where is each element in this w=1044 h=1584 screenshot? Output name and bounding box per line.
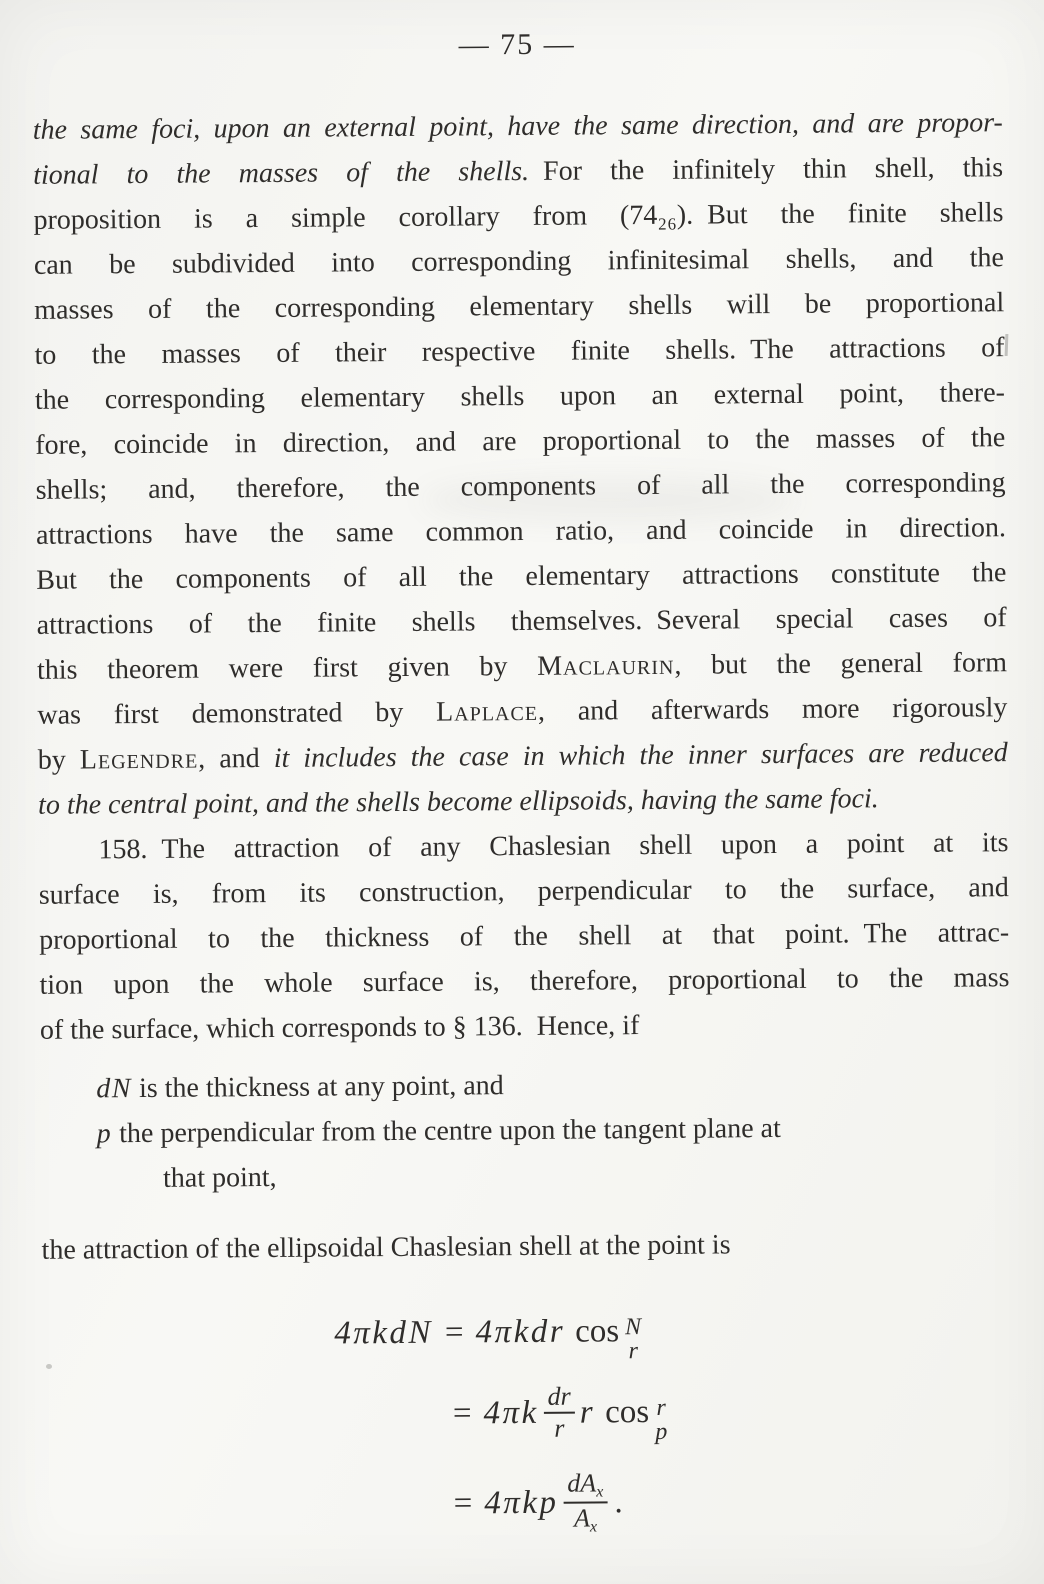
text-segment: fore, coincide in direction, and are proportional to the masses of the — [35, 422, 1006, 461]
text-line — [40, 1000, 1010, 1053]
text-segment: dN — [96, 1073, 133, 1105]
cosine-function: cos — [574, 1312, 620, 1350]
text-line — [37, 595, 1007, 648]
italic-text: to the central point, and the shells become ellipsoids, having the same foci. — [37, 783, 879, 821]
text-line — [38, 775, 1008, 828]
text-line — [37, 685, 1007, 738]
text-line — [35, 370, 1005, 423]
equation-line-2 — [43, 1365, 1014, 1461]
denominator-main: A — [573, 1503, 591, 1533]
fraction-denominator: r — [554, 1413, 565, 1443]
text-segment: was first demonstrated by — [37, 696, 437, 731]
text-segment: the attraction of the ellipsoidal Chaslesian shell at the point is — [41, 1229, 731, 1266]
stack-bottom: p — [655, 1418, 668, 1445]
equation-term: 4πkp — [484, 1484, 559, 1521]
text-segment: But the components of all the elementary attractions constitute the — [36, 557, 1007, 596]
text-line — [40, 1059, 1010, 1112]
page-content — [32, 24, 1014, 1553]
section-158-paragraph — [38, 820, 1010, 1053]
text-segment: surface is, from its construction, perpendicular to the surface, and — [38, 872, 1009, 911]
text-segment: of the surface, which corresponds to § 136. Hence, if — [39, 1010, 640, 1046]
paragraph-continuation — [33, 100, 1009, 828]
text-segment: p — [96, 1118, 113, 1150]
text-line — [39, 955, 1009, 1008]
fraction-numerator — [563, 1468, 607, 1504]
italic-text: tional to the masses of the shells. — [33, 155, 530, 191]
text-line — [35, 460, 1005, 513]
equation-lhs: 4πkdN — [334, 1314, 434, 1351]
text-segment: For the infinitely thin shell, this — [528, 152, 1004, 187]
text-line — [34, 235, 1004, 288]
text-line — [34, 325, 1004, 378]
text-segment: proposition is a simple corollary from (74₂₆). But the finite shells — [33, 197, 1004, 236]
equation-term: r — [579, 1393, 596, 1431]
text-line — [41, 1149, 1011, 1202]
equation-line-3 — [43, 1453, 1014, 1553]
text-line — [36, 505, 1006, 558]
equation-line-1 — [42, 1291, 1013, 1373]
person-name: Laplace — [435, 695, 539, 728]
angle-stack — [625, 1315, 641, 1364]
text-segment: can be subdivided into corresponding infinitesimal shells, and the — [33, 242, 1004, 281]
text-segment: , and — [198, 742, 274, 775]
text-segment: , but the general form — [674, 647, 1008, 681]
text-line — [34, 280, 1004, 333]
text-segment: is the thickness at any point, and — [131, 1070, 504, 1105]
text-line — [38, 730, 1008, 783]
text-line — [33, 145, 1003, 198]
angle-stack — [655, 1395, 667, 1444]
text-segment: attractions have the same common ratio, and coincide in direction. — [35, 512, 1007, 551]
text-line — [38, 820, 1008, 873]
fraction-denominator — [570, 1503, 601, 1537]
equals-sign: = — [444, 1313, 464, 1351]
text-segment: , and afterwards more rigorously — [537, 692, 1008, 727]
text-segment: by — [37, 744, 80, 776]
text-segment: that point, — [162, 1161, 277, 1194]
text-segment: this theorem were first given by — [36, 650, 538, 686]
equation-term: 4πkdr — [475, 1313, 566, 1350]
fraction — [563, 1468, 608, 1537]
text-segment: 158. The attraction of any Chaslesian shell upon a point at its — [98, 827, 1009, 866]
stack-top: r — [656, 1394, 666, 1421]
equals-sign: = — [453, 1484, 473, 1522]
text-segment: masses of the corresponding elementary shells will be proportional — [34, 287, 1005, 326]
numerator-main: dA — [567, 1468, 597, 1498]
stack-bottom: r — [628, 1338, 639, 1365]
fraction — [543, 1382, 575, 1444]
person-name: Legendre — [79, 743, 199, 776]
denominator-subscript: x — [589, 1518, 598, 1536]
text-line — [41, 1104, 1011, 1157]
stack-top: N — [624, 1313, 642, 1340]
text-line — [41, 1220, 1011, 1273]
text-line — [37, 640, 1007, 693]
text-segment: the perpendicular from the centre upon the tangent plane at — [112, 1112, 781, 1150]
cosine-function: cos — [605, 1393, 650, 1430]
text-segment: the corresponding elementary shells upon an external point, there- — [34, 377, 1006, 416]
page-number-header: — 75 — — [458, 27, 576, 62]
numerator-subscript: x — [596, 1483, 604, 1501]
person-name: Maclaurin — [537, 649, 675, 682]
text-line — [39, 865, 1009, 918]
fraction-numerator: dr — [543, 1382, 574, 1414]
text-line — [33, 100, 1003, 153]
text-line — [35, 415, 1005, 468]
definition-list — [40, 1059, 1011, 1202]
text-segment: shells; and, therefore, the components of all the corresponding — [35, 467, 1006, 506]
text-segment: tion upon the whole surface is, therefore, proportional to the mass — [39, 962, 1010, 1001]
italic-text: it includes the case in which the inner surfaces are reduced — [273, 737, 1008, 774]
text-segment: attractions of the finite shells themselves. Several special cases of — [36, 602, 1007, 641]
equals-sign: = — [452, 1394, 472, 1432]
scan-artifact — [1005, 334, 1009, 356]
equation-period: . — [614, 1483, 623, 1520]
text-segment: proportional to the thickness of the shell at that point. The attrac- — [39, 917, 1010, 956]
leadout-sentence — [41, 1220, 1011, 1273]
text-segment: to the masses of their respective finite shells. The attractions of — [34, 332, 1005, 371]
text-line — [39, 910, 1009, 963]
text-line — [33, 190, 1003, 243]
equation-term: 4πk — [483, 1394, 539, 1431]
equation-block — [42, 1291, 1014, 1553]
text-line — [36, 550, 1006, 603]
italic-text: the same foci, upon an external point, have the same direction, and are propor- — [32, 107, 1003, 146]
